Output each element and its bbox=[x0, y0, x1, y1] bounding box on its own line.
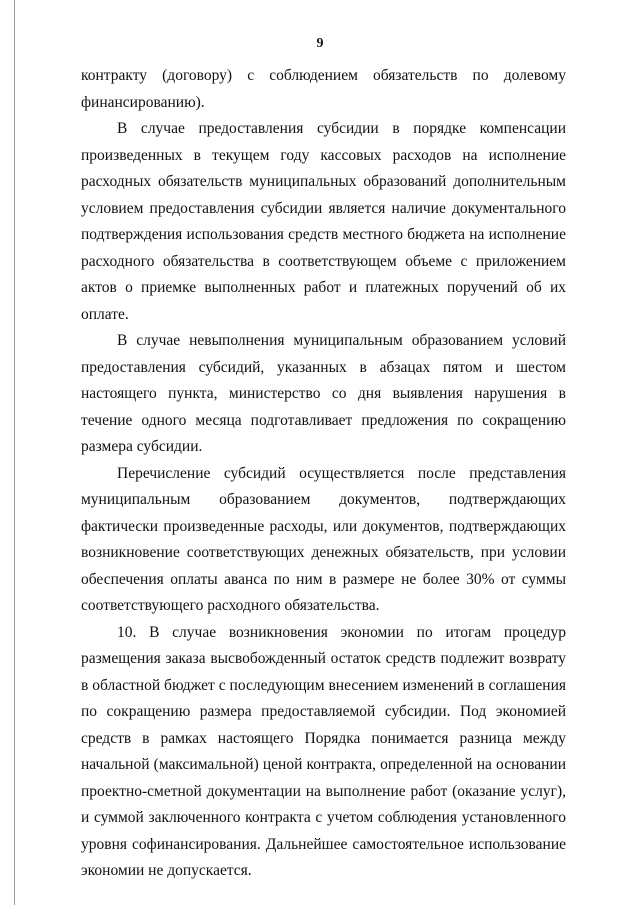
paragraph-non-fulfillment: В случае невыполнения муниципальным образованием условий предоставления субсидий, указанных в абзацах пятом и шестом настоящего пункта, министерство со дня выявления нарушения в течение одного месяца подготавливает предложения по сокращению размера субсидии. bbox=[81, 332, 566, 455]
document-body bbox=[81, 63, 566, 885]
paragraph-compensation-condition: В случае предоставления субсидии в порядке компенсации произведенных в текущем году кассовых расходов на исполнение расходных обязательств муниципальных образований дополнительным условием предоставления субсидии является наличие документального подтверждения использования средств местного бюджета на исполнение расходного обязательства в соответствующем объеме с приложением актов о приемке выполненных работ и платежных поручений об их оплате. bbox=[81, 120, 566, 323]
paragraph-contract-continuation: контракту (договору) с соблюдением обязательств по долевому финансированию). bbox=[81, 67, 566, 111]
page-left-edge bbox=[14, 0, 15, 905]
paragraph-subsidy-transfer: Перечисление субсидий осуществляется после представления муниципальным образованием документов, подтверждающих фактически произведенные расходы, или документов, подтверждающих возникновение соответствующих денежных обязательств, при условии обеспечения оплаты аванса по ним в размере не более 30% от суммы соответствующего расходного обязательства. bbox=[81, 464, 566, 614]
paragraph-savings-clause: 10. В случае возникновения экономии по итогам процедур размещения заказа высвобожденный остаток средств подлежит возврату в областной бюджет с последующим внесением изменений в соглашения по сокращению размера предоставляемой субсидии. Под экономией средств в рамках настоящего Порядка понимается разница между начальной (максимальной) ценой контракта, определенной на основании проектно-сметной документации на выполнение работ (оказание услуг), и суммой заключенного контракта с учетом соблюдения установленного уровня софинансирования. Дальнейшее самостоятельное использование экономии не допускается. bbox=[81, 623, 566, 879]
page-number: 9 bbox=[316, 36, 324, 51]
